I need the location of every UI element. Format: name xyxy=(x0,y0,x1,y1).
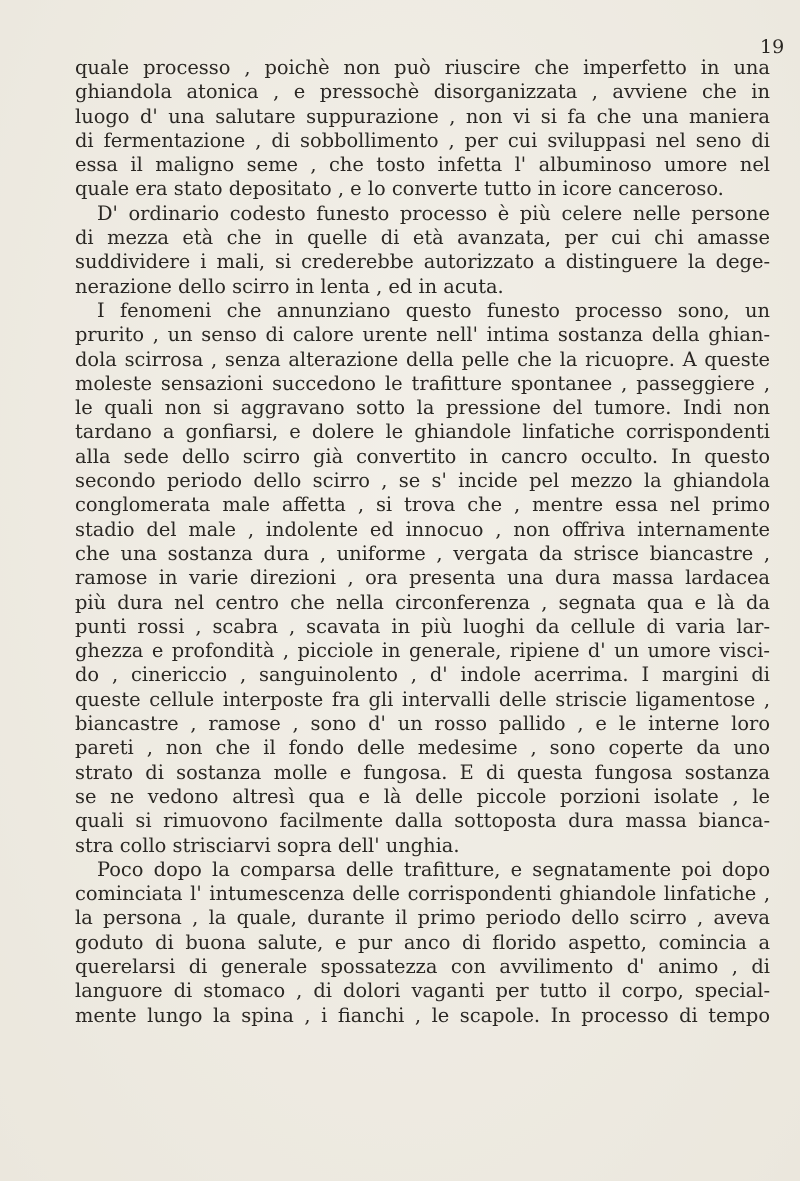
text-line: quale processo , poichè non può riuscire che imperfetto in una xyxy=(75,56,770,79)
text-line: stadio del male , indolente ed innocuo , non offriva internamente xyxy=(75,517,770,541)
text-line: Poco dopo la comparsa delle trafitture, e segnatamente poi dopo xyxy=(97,857,770,881)
text-line: D' ordinario codesto funesto processo è più celere nelle persone xyxy=(97,201,770,225)
text-line: cominciata l' intumescenza delle corrispondenti ghiandole linfatiche , xyxy=(75,882,770,906)
text-line: suddividere i mali, si crederebbe autorizzato a distinguere la dege- xyxy=(75,250,770,274)
text-line: nerazione dello scirro in lenta , ed in acuta. xyxy=(75,274,504,298)
text-line: goduto di buona salute, e pur anco di florido aspetto, comincia a xyxy=(75,930,770,954)
text-line: pareti , non che il fondo delle medesime , sono coperte da uno xyxy=(75,736,770,760)
text-line: punti rossi , scabra , scavata in più luoghi da cellule di varia lar- xyxy=(75,614,770,638)
text-line: essa il maligno seme , che tosto infetta l' albuminoso umore nel xyxy=(75,153,770,177)
text-line: ghezza e profondità , picciole in generale, ripiene d' un umore visci- xyxy=(75,639,770,663)
text-line: prurito , un senso di calore urente nell' intima sostanza della ghian- xyxy=(75,323,770,347)
page-number: 19 xyxy=(760,36,785,58)
text-line: mente lungo la spina , i fianchi , le scapole. In processo di tempo xyxy=(75,1003,770,1027)
text-line: le quali non si aggravano sotto la pressione del tumore. Indi non xyxy=(75,396,770,420)
text-line: do , cinericcio , sanguinolento , d' indole acerrima. I margini di xyxy=(75,663,770,687)
text-line: dola scirrosa , senza alterazione della pelle che la ricuopre. A queste xyxy=(75,347,770,371)
text-line: più dura nel centro che nella circonferenza , segnata qua e là da xyxy=(75,590,770,614)
body-text xyxy=(75,56,770,1028)
text-line: se ne vedono altresì qua e là delle piccole porzioni isolate , le xyxy=(75,784,770,808)
text-line: strato di sostanza molle e fungosa. E di questa fungosa sostanza xyxy=(75,760,770,784)
text-line: querelarsi di generale spossatezza con avvilimento d' animo , di xyxy=(75,954,770,978)
text-line: I fenomeni che annunziano questo funesto processo sono, un xyxy=(97,298,770,322)
text-line: ghiandola atonica , e pressochè disorganizzata , avviene che in xyxy=(75,80,770,104)
text-line: la persona , la quale, durante il primo periodo dello scirro , aveva xyxy=(75,906,770,930)
text-line: quali si rimuovono facilmente dalla sottoposta dura massa bianca- xyxy=(75,809,770,833)
text-line: quale era stato depositato , e lo converte tutto in icore canceroso. xyxy=(75,177,724,201)
text-line: stra collo strisciarvi sopra dell' unghia. xyxy=(75,833,460,857)
text-line: moleste sensazioni succedono le trafitture spontanee , passeggiere , xyxy=(75,371,770,395)
text-line: alla sede dello scirro già convertito in cancro occulto. In questo xyxy=(75,444,770,468)
text-line: di fermentazione , di sobbollimento , per cui sviluppasi nel seno di xyxy=(75,128,770,152)
text-line: luogo d' una salutare suppurazione , non vi si fa che una maniera xyxy=(75,104,770,128)
text-line: biancastre , ramose , sono d' un rosso pallido , e le interne loro xyxy=(75,712,770,736)
text-line: che una sostanza dura , uniforme , vergata da strisce biancastre , xyxy=(75,541,770,565)
text-line: secondo periodo dello scirro , se s' incide pel mezzo la ghiandola xyxy=(75,469,770,493)
text-line: tardano a gonfiarsi, e dolere le ghiandole linfatiche corrispondenti xyxy=(75,420,770,444)
text-line: ramose in varie direzioni , ora presenta una dura massa lardacea xyxy=(75,566,770,590)
text-line: di mezza età che in quelle di età avanzata, per cui chi amasse xyxy=(75,226,770,250)
text-line: languore di stomaco , di dolori vaganti per tutto il corpo, special- xyxy=(75,979,770,1003)
text-line: queste cellule interposte fra gli intervalli delle striscie ligamentose , xyxy=(75,687,770,711)
text-line: conglomerata male affetta , si trova che , mentre essa nel primo xyxy=(75,493,770,517)
